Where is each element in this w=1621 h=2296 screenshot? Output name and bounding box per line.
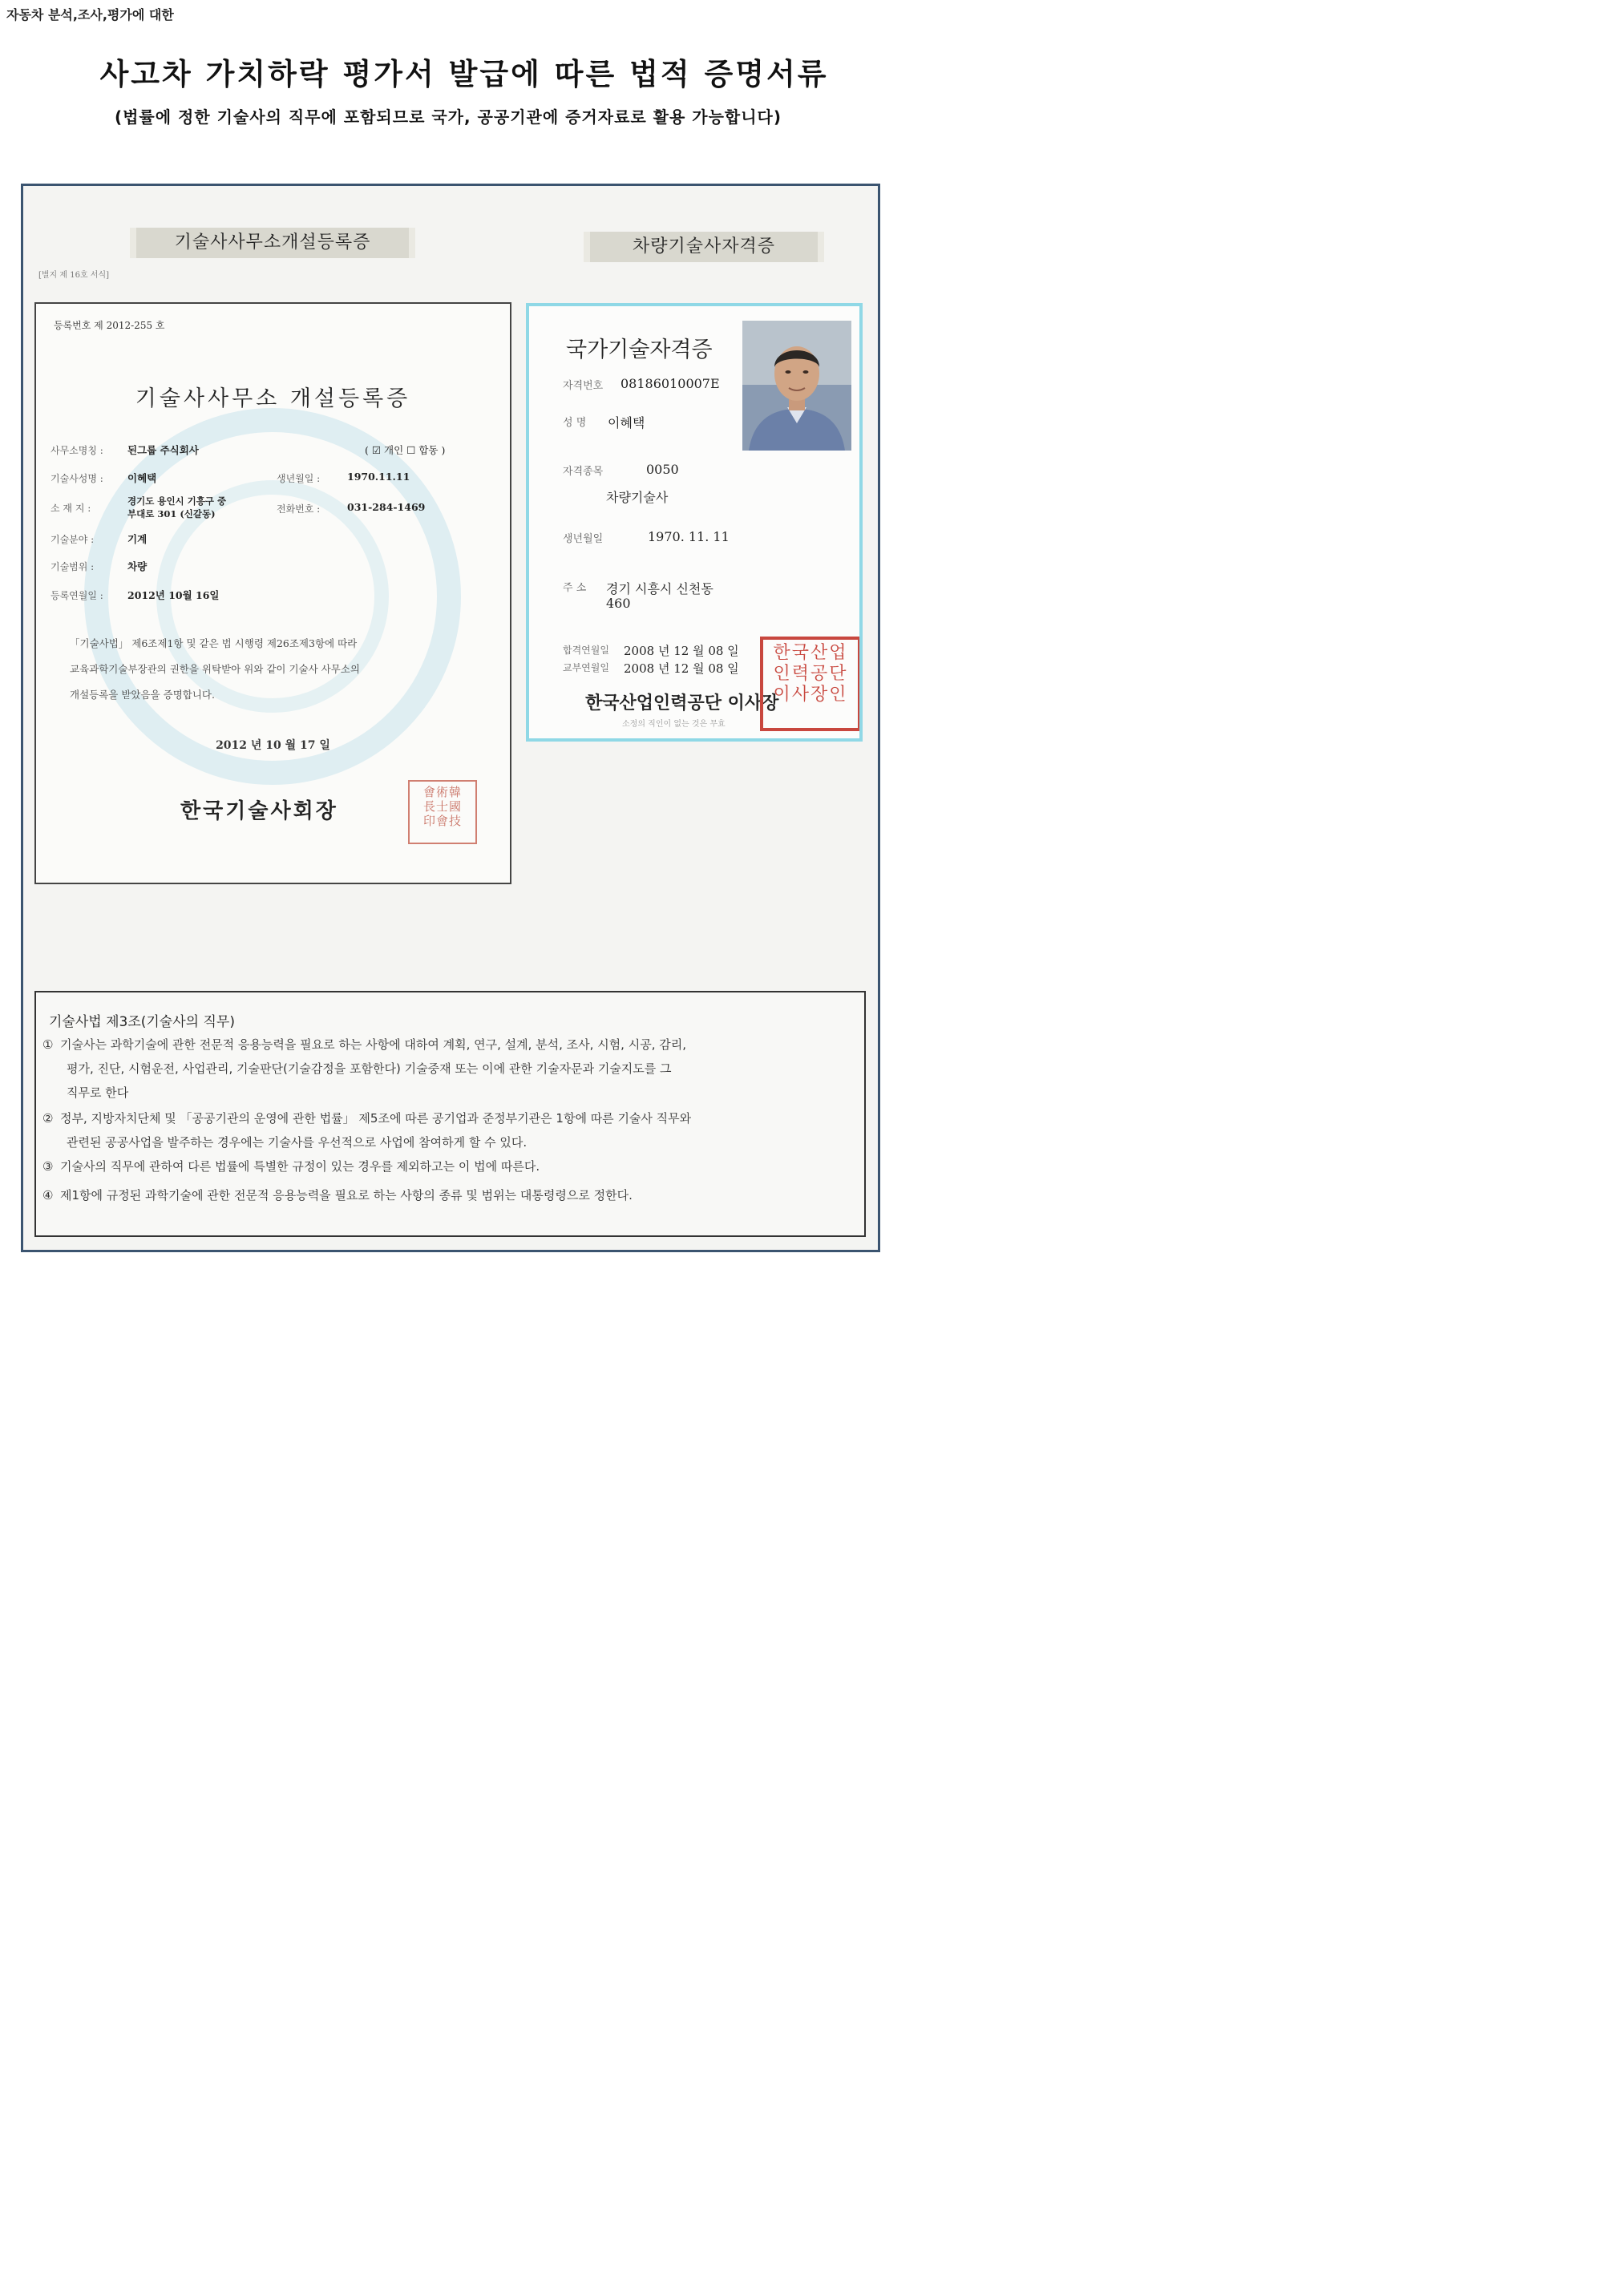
paragraph-line: 직무로 한다	[67, 1085, 129, 1100]
office-type-options: ( ☑ 개인 ☐ 합동 )	[365, 444, 446, 456]
birth-date: 1970.11.11	[347, 471, 410, 483]
paragraph-number: ③	[42, 1159, 54, 1174]
paragraph-number: ①	[42, 1037, 54, 1052]
field: 기계	[127, 533, 148, 545]
law-paragraph-4	[42, 1183, 852, 1207]
license-title: 국가기술자격증	[566, 338, 713, 362]
portrait-photo	[742, 321, 851, 451]
office-registration-certificate	[34, 302, 511, 884]
page-title: 사고차 가치하락 평가서 발급에 따른 법적 증명서류	[99, 57, 829, 91]
address-line1: 경기 시흥시 신천동	[606, 581, 713, 596]
paragraph-line: 기술사는 과학기술에 관한 전문적 응용능력을 필요로 하는 사항에 대하여 계획, 연구, 설계, 분석, 조사, 시험, 시공, 감리,	[60, 1037, 686, 1052]
scope: 차량	[127, 560, 148, 572]
birth-key: 생년월일 :	[277, 473, 321, 484]
office-name: 된그룹 주식회사	[127, 444, 199, 456]
page-subtitle: (법률에 정한 기술사의 직무에 포함되므로 국가, 공공기관에 증거자료로 활용 가능합니다)	[114, 107, 782, 127]
reg-date-key: 등록연월일 :	[51, 590, 103, 601]
address-line1: 경기도 용인시 기흥구 중	[127, 495, 227, 507]
engineer-license-certificate	[526, 303, 863, 742]
engineer-name-key: 기술사성명 :	[51, 473, 103, 484]
name-key: 성 명	[563, 417, 587, 429]
top-label: 자동차 분석,조사,평가에 대한	[6, 7, 174, 22]
law-title: 기술사법 제3조(기술사의 직무)	[49, 1014, 235, 1030]
field-key: 기술분야 :	[51, 534, 95, 545]
certificate-title: 기술사사무소 개설등록증	[135, 386, 411, 411]
paragraph-number: ②	[42, 1111, 54, 1126]
registration-number: 등록번호 제 2012-255 호	[54, 320, 165, 331]
label-office-registration: 기술사사무소개설등록증	[130, 228, 415, 258]
address-line2: 부대로 301 (신갈동)	[127, 508, 216, 519]
holder-name: 이혜택	[608, 415, 645, 430]
body-line: 개설등록을 받았음을 증명합니다.	[70, 689, 215, 701]
validity-note: 소정의 직인이 없는 것은 무효	[622, 720, 726, 729]
type-key: 자격종목	[563, 466, 604, 478]
issuing-organization: 한국산업인력공단 이사장	[585, 693, 779, 713]
issue-date-key: 교부연월일	[563, 662, 609, 673]
issuer-name: 한국기술사회장	[180, 799, 338, 823]
form-note: [별지 제 16호 서식]	[38, 271, 110, 280]
paragraph-line: 관련된 공공사업을 발주하는 경우에는 기술사를 우선적으로 사업에 참여하게 할 수 있다.	[67, 1135, 528, 1150]
cert-no: 08186010007E	[621, 376, 720, 391]
reg-date: 2012년 10월 16일	[127, 589, 220, 601]
office-name-key: 사무소명칭 :	[51, 445, 103, 456]
phone: 031-284-1469	[347, 501, 426, 513]
address-key: 주 소	[563, 582, 587, 594]
body-line: 「기술사법」 제6조제1항 및 같은 법 시행령 제26조제3항에 따라	[70, 637, 358, 649]
type-name: 차량기술사	[606, 490, 669, 505]
law-paragraph-1	[42, 1033, 852, 1105]
phone-key: 전화번호 :	[277, 503, 321, 515]
paragraph-line: 평가, 진단, 시험운전, 사업관리, 기술판단(기술감정을 포함한다) 기술중재 또는 이에 관한 기술자문과 기술지도를 그	[67, 1061, 672, 1076]
official-seal: 會術韓 長士國 印會技	[408, 780, 477, 844]
certificate-body	[70, 631, 487, 708]
birth-date: 1970. 11. 11	[648, 529, 730, 544]
official-seal: 한국산업 인력공단 이사장인	[760, 637, 861, 731]
body-line: 교육과학기술부장관의 권한을 위탁받아 위와 같이 기술사 사무소의	[70, 663, 360, 675]
birth-key: 생년월일	[563, 533, 604, 545]
law-paragraph-2	[42, 1106, 852, 1154]
address-line2: 460	[606, 596, 631, 611]
type-code: 0050	[646, 462, 679, 477]
paragraph-line: 제1항에 규정된 과학기술에 관한 전문적 응용능력을 필요로 하는 사항의 종류 및 범위는 대통령령으로 정한다.	[60, 1188, 633, 1203]
law-excerpt	[34, 991, 866, 1237]
paragraph-line: 정부, 지방자치단체 및 「공공기관의 운영에 관한 법률」 제5조에 따른 공기업과 준정부기관은 1항에 따른 기술사 직무와	[60, 1111, 692, 1126]
paragraph-line: 기술사의 직무에 관하여 다른 법률에 특별한 규정이 있는 경우를 제외하고는 이 법에 따른다.	[60, 1159, 540, 1174]
cert-no-key: 자격번호	[563, 380, 604, 392]
law-paragraph-3	[42, 1154, 852, 1178]
pass-date-key: 합격연월일	[563, 645, 609, 656]
address-key: 소 재 지 :	[51, 503, 91, 514]
issue-date: 2012 년 10 월 17 일	[216, 739, 330, 752]
issue-date: 2008 년 12 월 08 일	[624, 661, 739, 676]
scope-key: 기술범위 :	[51, 561, 95, 572]
engineer-name: 이혜택	[127, 472, 157, 484]
label-engineer-license: 차량기술사자격증	[584, 232, 824, 262]
pass-date: 2008 년 12 월 08 일	[624, 644, 739, 658]
paragraph-number: ④	[42, 1188, 54, 1203]
